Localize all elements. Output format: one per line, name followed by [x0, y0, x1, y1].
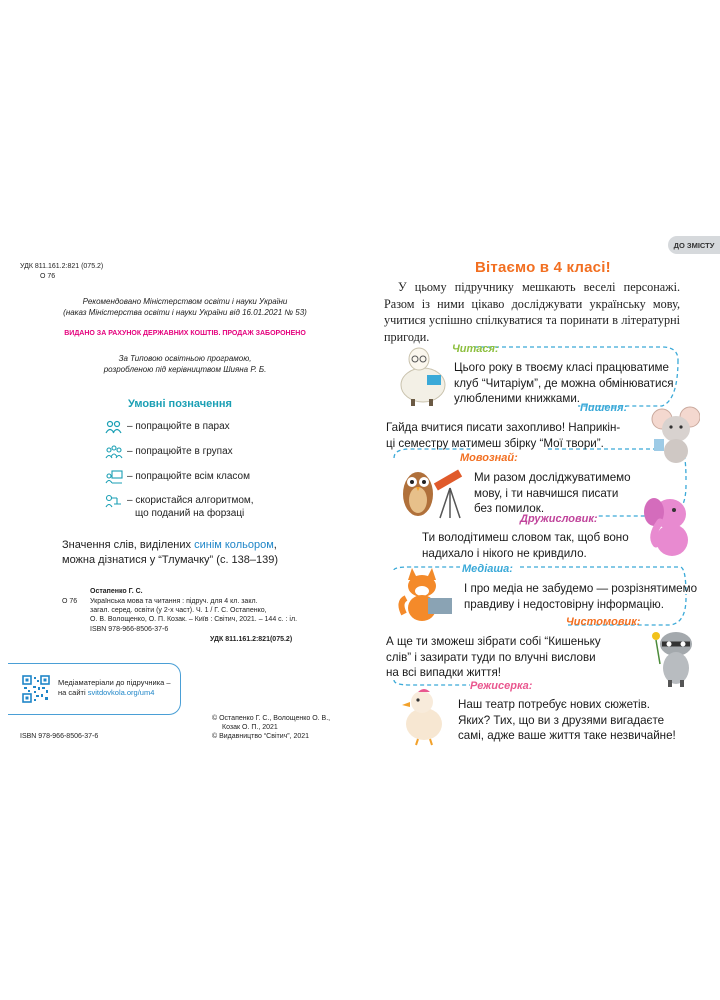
media-line-1: Медіаматеріали до підручника – [58, 678, 171, 687]
legend-text-pairs: – попрацюйте в парах [127, 421, 230, 432]
rezhyserka-chick-icon [398, 684, 454, 746]
speech-mediasha: І про медіа не забудемо — розрізнятимемо правдиву і недостовірну інформацію. [464, 582, 698, 611]
state-funds-notice: ВИДАНО ЗА РАХУНОК ДЕРЖАВНИХ КОШТІВ. ПРОДАЖ ЗАБОРОНЕНО [64, 330, 306, 337]
label-chystomovyk: Чистомовик: [566, 616, 641, 628]
udk-top: УДК 811.161.2:821 (075.2) [20, 263, 104, 270]
biblio-line-2: загал. серед. освіти (у 2-х част). Ч. 1 / Г. С. Остапенко, [90, 607, 267, 614]
program-line-2: розробленою під керівництвом Шияна Р. Б. [103, 365, 267, 374]
movoznai-owl-icon [400, 460, 475, 522]
legend-item-pairs [105, 420, 230, 434]
label-chytasia: Читася: [452, 343, 499, 355]
label-movoznai: Мовознай: [460, 452, 518, 464]
page-title: Вітаємо в 4 класі! [475, 259, 611, 276]
chystomovyk-raccoon-icon [648, 624, 698, 688]
speech-movoznai: Ми разом досліджуватимемо мову, і ти навчишся писати без помилок. [474, 471, 631, 515]
recommended-line-2: (наказ Міністерства освіти і науки України від 16.01.2021 № 53) [63, 308, 307, 317]
o76-biblio: О 76 [62, 598, 78, 605]
legend-item-algorithm [105, 494, 254, 520]
intro-paragraph: У цьому підручнику мешкають веселі персонажі. Разом із ними цікаво досліджувати українську мову, учитися успішно спілкуватися та поринати в літературні пригоди. [384, 280, 680, 344]
group-icon [105, 445, 123, 459]
legend-text-algorithm-2: що поданий на форзаці [135, 508, 245, 519]
label-pyshenia: Пишеня: [580, 402, 628, 414]
pyshenia-mouse-icon [650, 405, 700, 465]
meanings-line-2: можна дізнатися у “Тлумачку” (с. 138–139) [62, 554, 279, 566]
o76-top: О 76 [40, 273, 56, 280]
legend-item-class [105, 470, 250, 484]
label-mediasha: Медіаша: [462, 563, 513, 575]
speech-chystomovyk: А ще ти зможеш зібрати собі “Кишеньку слів” і зазирати туди по влучні вислови на всі випадки життя! [386, 635, 601, 679]
legend-text-algorithm: – скористайся алгоритмом, [127, 495, 254, 506]
copyright-line-2: Козак О. П., 2021 [222, 724, 278, 731]
label-rezhyserka: Режисерка: [470, 680, 533, 692]
copyright-line-1: © Остапенко Г. С., Волощенко О. В., [212, 715, 331, 722]
legend-text-groups: – попрацюйте в групах [127, 446, 233, 457]
meanings-line-1: Значення слів, виділених синім кольором, [62, 539, 277, 551]
media-line-2: на сайті svitdovkola.org/um4 [58, 688, 155, 697]
label-druzhyslovyk: Дружисловик: [520, 513, 598, 525]
media-box [8, 663, 181, 715]
qr-code-icon[interactable] [22, 675, 50, 703]
blue-highlight: синім кольором [194, 539, 274, 551]
toc-tab[interactable]: ДО ЗМІСТУ [668, 236, 720, 254]
legend-item-groups [105, 445, 233, 459]
speech-pyshenia: Гайда вчитися писати захопливо! Наприкін- ці семестру матимеш збірку “Мої твори”. [386, 421, 621, 450]
copyright-line-3: © Видавництво “Світич”, 2021 [212, 733, 310, 740]
recommended-line-1: Рекомендовано Міністерством освіти і науки України [82, 297, 288, 306]
speech-rezhyserka: Наш театр потребує нових сюжетів. Яких? Тих, що ви з друзями вигадаєте самі, адже ваше життя таке незвичайне! [458, 698, 676, 742]
biblio-line-3: О. В. Волощенко, О. П. Козак. – Київ : Світич, 2021. – 144 с. : іл. [90, 616, 298, 623]
author: Остапенко Г. С. [90, 588, 143, 595]
speech-druzhyslovyk: Ти володітимеш словом так, щоб воно надихало і нікого не кривдило. [422, 531, 629, 560]
biblio-isbn: ISBN 978-966-8506-37-6 [90, 626, 169, 633]
legend-title: Умовні позначення [128, 398, 232, 410]
class-icon [105, 470, 123, 484]
udk-bottom: УДК 811.161.2:821(075.2) [210, 636, 293, 643]
media-link[interactable]: svitdovkola.org/um4 [87, 688, 155, 697]
algorithm-icon [105, 494, 123, 508]
mediasha-fox-icon [398, 562, 458, 624]
pair-icon [105, 420, 123, 434]
isbn-bottom: ISBN 978-966-8506-37-6 [20, 733, 99, 740]
speech-chytasia: Цього року в твоєму класі працюватиме клуб “Читаріум”, де можна обмінюватися улюбленими книжками. [454, 361, 674, 405]
program-line-1: За Типовою освітньою програмою, [118, 354, 252, 363]
legend-text-class: – попрацюйте всім класом [127, 471, 250, 482]
chytasia-sheep-icon [397, 345, 449, 407]
druzhyslovyk-elephant-icon [640, 492, 696, 562]
biblio-line-1: Українська мова та читання : підруч. для 4 кл. закл. [90, 598, 258, 605]
